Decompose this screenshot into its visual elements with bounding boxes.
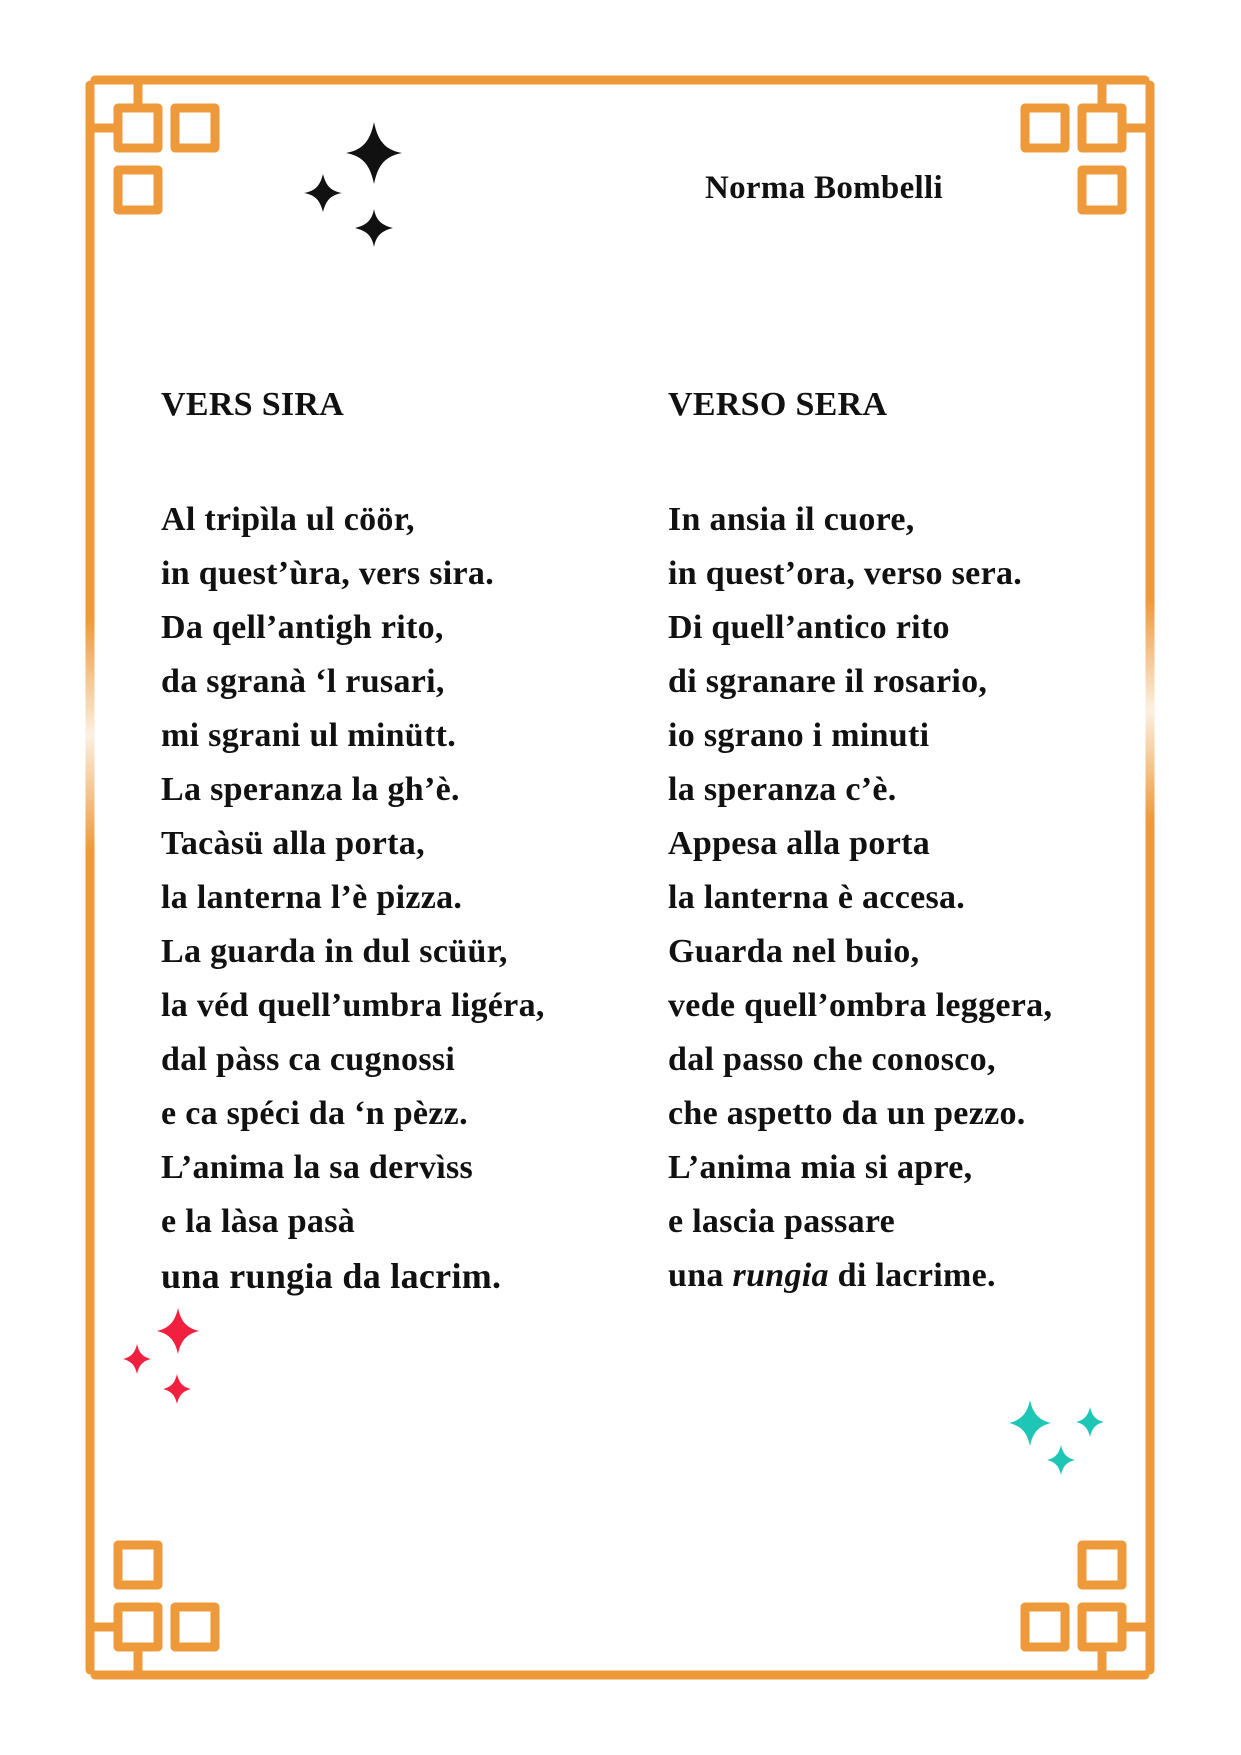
poem-title-italian: VERSO SERA [668, 386, 888, 423]
poem-line: L’anima la sa dervìss [161, 1149, 474, 1186]
poem-line: di sgranare il rosario, [668, 663, 988, 700]
poem-line: la speranza c’è. [668, 771, 897, 808]
poem-dialect [161, 385, 641, 1303]
poem-line: Tacàsü alla porta, [161, 825, 425, 862]
poem-line: Al tripìla ul cöör, [161, 501, 415, 538]
poem-line: La speranza la gh’è. [161, 771, 460, 808]
poem-line: una rungia da lacrim. [161, 1256, 502, 1296]
poem-line: Da qell’antigh rito, [161, 609, 444, 646]
poem-line: che aspetto da un pezzo. [668, 1095, 1026, 1132]
sparkle-cluster-top-icon [304, 122, 402, 247]
poem-italian [668, 385, 1148, 1303]
poem-line-last [668, 1249, 1148, 1303]
poem-line: vede quell’ombra leggera, [668, 987, 1053, 1024]
poem-title-dialect: VERS SIRA [161, 386, 345, 423]
poem-line: Di quell’antico rito [668, 609, 950, 646]
poem-body-italian [668, 493, 1148, 1303]
corner-ornament-top-left [90, 80, 215, 210]
poem-line: e la làsa pasà [161, 1203, 356, 1240]
poem-line: e ca spéci da ‘n pèzz. [161, 1095, 468, 1132]
sparkle-cluster-red-icon [123, 1308, 199, 1404]
corner-ornament-bottom-right [1025, 1545, 1150, 1675]
poem-line: e lascia passare [668, 1203, 896, 1240]
poem-line: la lanterna l’è pizza. [161, 879, 463, 916]
poem-line: da sgranà ‘l rusari, [161, 663, 445, 700]
poem-line: la véd quell’umbra ligéra, [161, 987, 545, 1024]
poem-line: in quest’ora, verso sera. [668, 555, 1023, 592]
poem-line-last-start: una [668, 1257, 733, 1294]
poem-line-last-italic: rungia [732, 1257, 829, 1294]
poem-line: dal passo che conosco, [668, 1041, 996, 1078]
poem-line: Guarda nel buio, [668, 933, 920, 970]
corner-ornament-bottom-left [90, 1545, 215, 1675]
poem-line: la lanterna è accesa. [668, 879, 966, 916]
poem-line: dal pàss ca cugnossi [161, 1041, 456, 1078]
poem-line: In ansia il cuore, [668, 501, 915, 538]
poem-line: in quest’ùra, vers sira. [161, 555, 495, 592]
poem-line: L’anima mia si apre, [668, 1149, 973, 1186]
author-name: Norma Bombelli [705, 170, 943, 206]
poem-line: La guarda in dul scüür, [161, 933, 508, 970]
poem-line: Appesa alla porta [668, 825, 931, 862]
poem-line: io sgrano i minuti [668, 717, 930, 754]
sparkle-cluster-teal-icon [1009, 1400, 1104, 1475]
poem-body-dialect [161, 493, 641, 1303]
poem-line-last-end: di lacrime. [828, 1257, 996, 1294]
poem-line: mi sgrani ul minütt. [161, 717, 457, 754]
corner-ornament-top-right [1025, 80, 1150, 210]
